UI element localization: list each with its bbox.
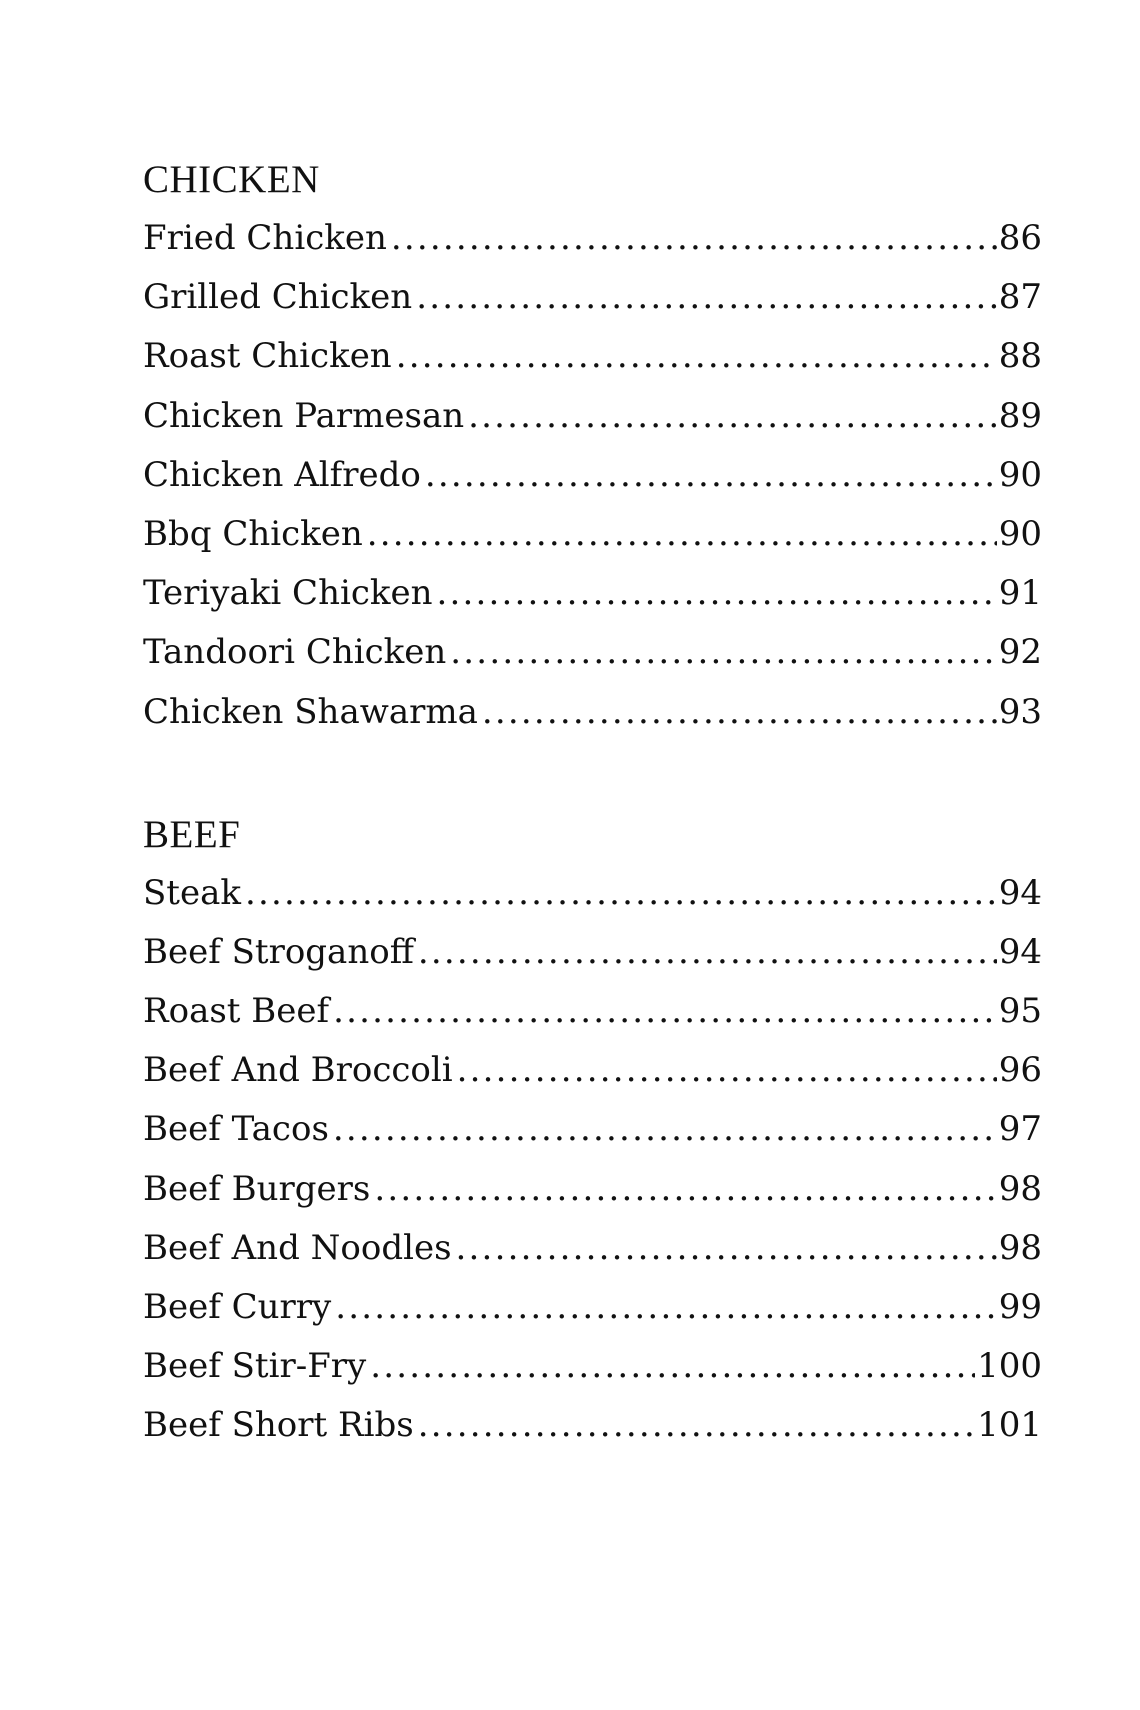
entry-title: Beef Curry (143, 1287, 332, 1327)
page-number: 86 (998, 218, 1042, 258)
dot-leader (335, 1278, 996, 1337)
dot-leader (367, 505, 997, 564)
toc-entry[interactable] (143, 1160, 1042, 1219)
table-of-contents (143, 150, 1042, 1456)
toc-section-beef (143, 805, 1042, 1456)
toc-entry[interactable] (143, 209, 1042, 268)
section-heading: BEEF (143, 812, 241, 856)
dot-leader (391, 209, 997, 268)
entry-title: Beef Stroganoff (143, 931, 414, 972)
entry-title: Fried Chicken (143, 218, 387, 258)
dot-leader (437, 564, 997, 623)
entry-title: Beef And Broccoli (143, 1050, 453, 1091)
page-number: 93 (998, 691, 1042, 732)
toc-entry-list (143, 209, 1042, 742)
toc-entry[interactable] (143, 864, 1042, 923)
entry-title: Steak (143, 872, 241, 913)
entry-title: Chicken Parmesan (143, 395, 465, 436)
dot-leader (482, 683, 997, 742)
dot-leader (468, 387, 997, 446)
entry-title: Roast Beef (143, 991, 330, 1032)
dot-leader (245, 864, 997, 923)
dot-leader (418, 1396, 975, 1455)
entry-title: Chicken Alfredo (143, 454, 421, 495)
entry-title: Beef Burgers (143, 1168, 371, 1209)
section-heading: CHICKEN (143, 158, 320, 201)
dot-leader (370, 1337, 975, 1396)
page-number: 97 (998, 1109, 1042, 1150)
entry-title: Bbq Chicken (143, 513, 363, 554)
toc-entry[interactable] (143, 387, 1042, 446)
toc-entry[interactable] (143, 1219, 1042, 1278)
toc-entry-list (143, 864, 1042, 1456)
page-number: 95 (998, 991, 1042, 1032)
page-number: 96 (998, 1050, 1042, 1091)
toc-section-chicken (143, 150, 1042, 742)
page-number: 98 (998, 1168, 1042, 1209)
page-number: 89 (998, 395, 1042, 436)
dot-leader (333, 1100, 997, 1159)
page-number: 91 (998, 573, 1042, 614)
entry-title: Beef Tacos (143, 1109, 329, 1150)
toc-entry[interactable] (143, 1337, 1042, 1396)
toc-entry[interactable] (143, 623, 1042, 682)
entry-title: Tandoori Chicken (143, 632, 447, 673)
dot-leader (456, 1219, 997, 1278)
toc-entry[interactable] (143, 505, 1042, 564)
page-number: 98 (998, 1227, 1042, 1268)
toc-entry[interactable] (143, 1278, 1042, 1337)
dot-leader (425, 446, 997, 505)
entry-title: Beef And Noodles (143, 1227, 452, 1268)
page-number: 88 (998, 336, 1042, 377)
dot-leader (374, 1160, 996, 1219)
dot-leader (457, 1041, 997, 1100)
toc-entry[interactable] (143, 1041, 1042, 1100)
entry-title: Roast Chicken (143, 336, 392, 377)
toc-entry[interactable] (143, 683, 1042, 742)
entry-title: Teriyaki Chicken (143, 573, 433, 614)
dot-leader (416, 268, 997, 327)
toc-entry[interactable] (143, 1100, 1042, 1159)
toc-entry[interactable] (143, 982, 1042, 1041)
toc-entry[interactable] (143, 446, 1042, 505)
dot-leader (396, 327, 997, 386)
entry-title: Beef Stir-Fry (143, 1346, 367, 1387)
page-number: 100 (977, 1346, 1042, 1387)
toc-entry[interactable] (143, 923, 1042, 982)
entry-title: Beef Short Ribs (143, 1405, 414, 1446)
page-number: 99 (998, 1287, 1042, 1327)
toc-entry[interactable] (143, 268, 1042, 327)
entry-title: Chicken Shawarma (143, 691, 478, 732)
page-number: 94 (998, 872, 1042, 913)
page-number: 90 (998, 454, 1042, 495)
toc-entry[interactable] (143, 564, 1042, 623)
page-number: 92 (998, 632, 1042, 673)
toc-entry[interactable] (143, 327, 1042, 386)
page-number: 94 (998, 931, 1042, 972)
dot-leader (418, 923, 997, 982)
page-number: 87 (998, 277, 1042, 318)
page-number: 90 (998, 513, 1042, 554)
toc-entry[interactable] (143, 1396, 1042, 1455)
page-number: 101 (977, 1405, 1042, 1446)
dot-leader (333, 982, 997, 1041)
dot-leader (450, 623, 996, 682)
entry-title: Grilled Chicken (143, 277, 413, 318)
